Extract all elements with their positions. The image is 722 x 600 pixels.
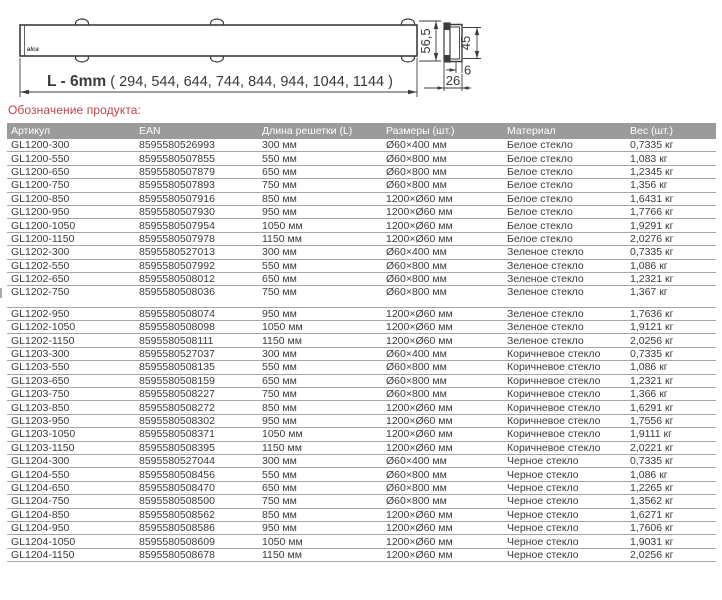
table-cell: 850 мм bbox=[262, 508, 297, 521]
table-cell: GL1202-300 bbox=[11, 246, 70, 259]
table-cell: Ø60×800 мм bbox=[386, 481, 447, 494]
table-row bbox=[7, 482, 716, 495]
table-cell: Зеленое стекло bbox=[507, 307, 584, 320]
table-cell: 1200×Ø60 мм bbox=[386, 232, 453, 245]
table-cell: GL1203-650 bbox=[11, 374, 70, 387]
table-cell: 1,2345 кг bbox=[630, 165, 674, 178]
table-cell: GL1200-950 bbox=[11, 206, 70, 219]
table-cell: GL1204-650 bbox=[11, 481, 70, 494]
table-cell: 8595580508272 bbox=[139, 401, 215, 414]
table-block-2 bbox=[7, 307, 716, 562]
table-cell: 2,0256 кг bbox=[630, 548, 674, 561]
table-cell: 300 мм bbox=[262, 139, 297, 152]
table-cell: 8595580507893 bbox=[139, 179, 215, 192]
table-cell: GL1202-1050 bbox=[11, 321, 76, 334]
table-cell: 8595580508586 bbox=[139, 522, 215, 535]
table-cell: GL1204-850 bbox=[11, 508, 70, 521]
table-cell: Ø60×800 мм bbox=[386, 165, 447, 178]
table-cell: 1200×Ø60 мм bbox=[386, 548, 453, 561]
table-cell: Коричневое стекло bbox=[507, 401, 601, 414]
table-cell: 1200×Ø60 мм bbox=[386, 321, 453, 334]
table-cell: 2,0221 кг bbox=[630, 441, 674, 454]
table-row bbox=[7, 428, 716, 441]
table-cell: GL1204-1150 bbox=[11, 548, 75, 561]
table-cell: GL1203-850 bbox=[11, 401, 70, 414]
table-cell: 8595580508500 bbox=[139, 495, 215, 508]
table-cell: Зеленое стекло bbox=[507, 321, 584, 334]
table-cell: 650 мм bbox=[262, 481, 297, 494]
table-row bbox=[7, 219, 716, 232]
table-cell: 1050 мм bbox=[262, 535, 303, 548]
table-cell: Коричневое стекло bbox=[507, 348, 601, 361]
table-cell: Ø60×800 мм bbox=[386, 286, 447, 299]
table-cell: GL1202-950 bbox=[11, 307, 70, 320]
outer-height-label: 56,5 bbox=[418, 28, 433, 54]
length-label-values: ( 294, 544, 644, 744, 844, 944, 1044, 1144 ) bbox=[106, 74, 393, 90]
table-cell: 1200×Ø60 мм bbox=[386, 535, 453, 548]
table-cell: Зеленое стекло bbox=[507, 286, 584, 299]
table-cell: 1200×Ø60 мм bbox=[386, 508, 453, 521]
table-row bbox=[7, 388, 716, 401]
product-designation-caption: Обозначение продукта: bbox=[8, 103, 141, 117]
table-cell: 1,086 кг bbox=[630, 259, 668, 272]
table-cell: Зеленое стекло bbox=[507, 246, 584, 259]
table-cell: 1150 мм bbox=[262, 441, 302, 454]
table-row bbox=[7, 468, 716, 481]
table-cell: 8595580527013 bbox=[139, 246, 215, 259]
table-cell: GL1203-1150 bbox=[11, 441, 75, 454]
table-cell: 8595580508302 bbox=[139, 415, 215, 427]
brand-mark: alca bbox=[27, 47, 39, 53]
table-cell: 1050 мм bbox=[262, 321, 303, 334]
table-cell: GL1202-750 bbox=[11, 286, 70, 299]
table-cell: Ø60×800 мм bbox=[386, 374, 447, 387]
table-row bbox=[7, 286, 716, 298]
table-cell: GL1204-950 bbox=[11, 522, 70, 535]
table-cell: GL1202-550 bbox=[11, 259, 70, 272]
table-cell: 8595580508227 bbox=[139, 388, 215, 401]
table-cell: 8595580508074 bbox=[139, 307, 215, 320]
table-cell: Коричневое стекло bbox=[507, 388, 601, 401]
table-cell: 1200×Ø60 мм bbox=[386, 206, 453, 219]
table-cell: Зеленое стекло bbox=[507, 259, 584, 272]
table-row bbox=[7, 193, 716, 206]
table-cell: GL1200-750 bbox=[11, 179, 70, 192]
table-cell: 8595580508395 bbox=[139, 441, 215, 454]
table-cell: 300 мм bbox=[262, 246, 297, 259]
table-cell: 8595580527044 bbox=[139, 455, 215, 468]
table-cell: Черное стекло bbox=[507, 548, 579, 561]
table-cell: 8595580508098 bbox=[139, 321, 215, 334]
table-cell: 8595580508012 bbox=[139, 273, 215, 286]
table-cell: 750 мм bbox=[262, 495, 297, 508]
table-cell: 1,3562 кг bbox=[630, 495, 674, 508]
scan-artifact bbox=[0, 288, 2, 298]
length-label-bold: L - 6mm bbox=[47, 73, 107, 90]
table-row bbox=[7, 139, 716, 152]
table-cell: Зеленое стекло bbox=[507, 334, 584, 347]
table-row bbox=[7, 401, 716, 414]
table-row bbox=[7, 334, 716, 347]
table-cell: 0,7335 кг bbox=[630, 139, 674, 152]
table-cell: Черное стекло bbox=[507, 522, 579, 535]
table-cell: Белое стекло bbox=[507, 219, 573, 232]
table-cell: Белое стекло bbox=[507, 165, 573, 178]
page-break-gap bbox=[7, 299, 716, 307]
table-cell: 1,7556 кг bbox=[630, 415, 674, 427]
table-cell: 1,356 кг bbox=[630, 179, 668, 192]
table-row bbox=[7, 415, 716, 428]
table-cell: Ø60×800 мм bbox=[386, 259, 447, 272]
table-cell: 950 мм bbox=[262, 307, 297, 320]
column-header: EAN bbox=[139, 125, 161, 137]
table-cell: 650 мм bbox=[262, 165, 297, 178]
table-cell: GL1204-750 bbox=[11, 495, 70, 508]
table-cell: Коричневое стекло bbox=[507, 428, 601, 441]
table-cell: Белое стекло bbox=[507, 206, 573, 219]
table-row bbox=[7, 260, 716, 273]
product-table bbox=[7, 123, 716, 562]
table-cell: 0,7335 кг bbox=[630, 455, 674, 468]
table-cell: 1200×Ø60 мм bbox=[386, 401, 453, 414]
table-cell: 8595580507992 bbox=[139, 259, 215, 272]
table-cell: GL1200-1150 bbox=[11, 232, 75, 245]
table-cell: Черное стекло bbox=[507, 495, 579, 508]
table-cell: GL1200-550 bbox=[11, 152, 70, 165]
table-cell: 1200×Ø60 мм bbox=[386, 192, 453, 205]
table-cell: Черное стекло bbox=[507, 535, 579, 548]
table-cell: 650 мм bbox=[262, 374, 297, 387]
table-cell: Ø60×400 мм bbox=[386, 348, 447, 361]
column-header: Материал bbox=[507, 125, 556, 137]
table-cell: 300 мм bbox=[262, 348, 297, 361]
table-cell: 0,7335 кг bbox=[630, 348, 674, 361]
table-cell: Белое стекло bbox=[507, 179, 573, 192]
table-cell: 1200×Ø60 мм bbox=[386, 219, 453, 232]
table-cell: GL1202-650 bbox=[11, 273, 70, 286]
table-cell: Ø60×800 мм bbox=[386, 361, 447, 374]
table-cell: Ø60×400 мм bbox=[386, 455, 447, 468]
table-cell: 1150 мм bbox=[262, 232, 302, 245]
table-cell: 8595580507954 bbox=[139, 219, 215, 232]
table-cell: GL1203-550 bbox=[11, 361, 70, 374]
table-cell: 550 мм bbox=[262, 152, 297, 165]
table-cell: Черное стекло bbox=[507, 468, 579, 481]
table-cell: Ø60×800 мм bbox=[386, 179, 447, 192]
table-cell: 2,0276 кг bbox=[630, 232, 674, 245]
table-row bbox=[7, 179, 716, 192]
column-header: Длина решетки (L) bbox=[262, 125, 353, 137]
table-cell: 2,0256 кг bbox=[630, 334, 674, 347]
table-cell: 8595580508036 bbox=[139, 286, 215, 299]
table-cell: 850 мм bbox=[262, 401, 297, 414]
table-cell: Коричневое стекло bbox=[507, 415, 601, 427]
table-cell: Коричневое стекло bbox=[507, 441, 601, 454]
table-cell: GL1202-1150 bbox=[11, 334, 75, 347]
table-cell: 750 мм bbox=[262, 179, 297, 192]
table-row bbox=[7, 361, 716, 374]
table-row bbox=[7, 321, 716, 334]
table-cell: 8595580507930 bbox=[139, 206, 215, 219]
table-cell: 1,9031 кг bbox=[630, 535, 674, 548]
table-cell: GL1204-550 bbox=[11, 468, 70, 481]
table-cell: 8595580508678 bbox=[139, 548, 215, 561]
table-row bbox=[7, 495, 716, 508]
table-cell: 1,086 кг bbox=[630, 468, 668, 481]
lip-dimension bbox=[446, 62, 462, 73]
table-cell: GL1200-300 bbox=[11, 139, 70, 152]
table-cell: 8595580507916 bbox=[139, 192, 215, 205]
table-row bbox=[7, 273, 716, 286]
table-cell: 1,2321 кг bbox=[630, 273, 674, 286]
table-cell: 0,7335 кг bbox=[630, 246, 674, 259]
table-cell: 8595580508135 bbox=[139, 361, 215, 374]
table-cell: 1,6271 кг bbox=[630, 508, 674, 521]
table-cell: GL1203-750 bbox=[11, 388, 70, 401]
table-cell: 1,367 кг bbox=[630, 286, 668, 299]
table-cell: GL1200-650 bbox=[11, 165, 70, 178]
table-cell: GL1203-300 bbox=[11, 348, 70, 361]
table-cell: Черное стекло bbox=[507, 455, 579, 468]
table-cell: 8595580507879 bbox=[139, 165, 215, 178]
table-block-1 bbox=[7, 139, 716, 299]
table-row bbox=[7, 375, 716, 388]
table-cell: Зеленое стекло bbox=[507, 273, 584, 286]
table-cell: 850 мм bbox=[262, 192, 297, 205]
table-cell: 8595580527037 bbox=[139, 348, 215, 361]
inner-height-label: 45 bbox=[458, 35, 473, 51]
table-cell: Белое стекло bbox=[507, 232, 573, 245]
table-row bbox=[7, 509, 716, 522]
table-cell: Белое стекло bbox=[507, 152, 573, 165]
table-cell: 8595580508371 bbox=[139, 428, 215, 441]
table-cell: 1,366 кг bbox=[630, 388, 668, 401]
table-cell: 550 мм bbox=[262, 259, 297, 272]
table-row bbox=[7, 166, 716, 179]
table-header-row bbox=[7, 123, 716, 139]
table-cell: 1200×Ø60 мм bbox=[386, 441, 453, 454]
table-cell: 1200×Ø60 мм bbox=[386, 334, 453, 347]
table-row bbox=[7, 455, 716, 468]
table-cell: GL1204-1050 bbox=[11, 535, 76, 548]
table-cell: 8595580508456 bbox=[139, 468, 215, 481]
table-cell: 1150 мм bbox=[262, 334, 302, 347]
table-cell: 950 мм bbox=[262, 522, 297, 535]
table-row bbox=[7, 549, 716, 562]
table-cell: Черное стекло bbox=[507, 508, 579, 521]
table-cell: Белое стекло bbox=[507, 139, 573, 152]
table-cell: 8595580507855 bbox=[139, 152, 215, 165]
table-cell: 1200×Ø60 мм bbox=[386, 307, 453, 320]
table-cell: Ø60×800 мм bbox=[386, 152, 447, 165]
table-cell: 1,9121 кг bbox=[630, 321, 674, 334]
table-cell: 1150 мм bbox=[262, 548, 302, 561]
table-cell: 650 мм bbox=[262, 273, 297, 286]
table-cell: Ø60×800 мм bbox=[386, 388, 447, 401]
table-cell: GL1203-950 bbox=[11, 415, 70, 427]
table-cell: Белое стекло bbox=[507, 192, 573, 205]
column-header: Артикул bbox=[11, 125, 51, 137]
table-cell: Коричневое стекло bbox=[507, 374, 601, 387]
table-cell: 1200×Ø60 мм bbox=[386, 428, 453, 441]
table-cell: GL1200-1050 bbox=[11, 219, 76, 232]
table-cell: GL1203-1050 bbox=[11, 428, 76, 441]
table-cell: 1,083 кг bbox=[630, 152, 668, 165]
table-cell: 1,7606 кг bbox=[630, 522, 674, 535]
table-row bbox=[7, 535, 716, 548]
table-cell: 1,2321 кг bbox=[630, 374, 674, 387]
table-cell: Ø60×800 мм bbox=[386, 495, 447, 508]
table-cell: 8595580508470 bbox=[139, 481, 215, 494]
table-row bbox=[7, 348, 716, 361]
table-cell: 1200×Ø60 мм bbox=[386, 415, 453, 427]
table-cell: 1050 мм bbox=[262, 428, 303, 441]
table-cell: Ø60×800 мм bbox=[386, 468, 447, 481]
table-cell: Ø60×400 мм bbox=[386, 139, 447, 152]
table-cell: 550 мм bbox=[262, 361, 297, 374]
table-cell: 950 мм bbox=[262, 415, 297, 427]
table-cell: 1,6431 кг bbox=[630, 192, 674, 205]
table-cell: 8595580508609 bbox=[139, 535, 215, 548]
table-cell: 750 мм bbox=[262, 388, 297, 401]
table-row bbox=[7, 152, 716, 165]
technical-drawing bbox=[0, 0, 722, 104]
table-cell: 300 мм bbox=[262, 455, 297, 468]
table-cell: Ø60×800 мм bbox=[386, 273, 447, 286]
table-row bbox=[7, 442, 716, 455]
table-cell: 1200×Ø60 мм bbox=[386, 522, 453, 535]
table-cell: 8595580507978 bbox=[139, 232, 215, 245]
table-cell: 750 мм bbox=[262, 286, 297, 299]
table-cell: 1,7766 кг bbox=[630, 206, 674, 219]
lip-label: 6 bbox=[464, 62, 472, 78]
length-label bbox=[47, 73, 393, 90]
table-cell: Черное стекло bbox=[507, 481, 579, 494]
width-label: 26 bbox=[445, 73, 461, 88]
table-cell: GL1200-850 bbox=[11, 192, 70, 205]
table-cell: Ø60×400 мм bbox=[386, 246, 447, 259]
table-row bbox=[7, 522, 716, 535]
table-cell: 1,086 кг bbox=[630, 361, 668, 374]
table-cell: GL1204-300 bbox=[11, 455, 70, 468]
table-row bbox=[7, 233, 716, 246]
table-cell: 550 мм bbox=[262, 468, 297, 481]
table-cell: 8595580508159 bbox=[139, 374, 215, 387]
table-row bbox=[7, 206, 716, 219]
table-cell: 8595580508111 bbox=[139, 334, 214, 347]
table-cell: 1,9111 кг bbox=[630, 428, 672, 441]
column-header: Вес (шт.) bbox=[630, 125, 673, 137]
table-cell: 1,7636 кг bbox=[630, 307, 674, 320]
column-header: Размеры (шт.) bbox=[386, 125, 455, 137]
table-row bbox=[7, 308, 716, 321]
table-cell: 1050 мм bbox=[262, 219, 303, 232]
table-row bbox=[7, 246, 716, 259]
table-cell: 950 мм bbox=[262, 206, 297, 219]
table-cell: 1,6291 кг bbox=[630, 401, 674, 414]
table-cell: 8595580526993 bbox=[139, 139, 215, 152]
table-cell: Коричневое стекло bbox=[507, 361, 601, 374]
table-cell: 1,2265 кг bbox=[630, 481, 674, 494]
table-cell: 8595580508562 bbox=[139, 508, 215, 521]
table-cell: 1,9291 кг bbox=[630, 219, 674, 232]
grate-body bbox=[20, 25, 417, 56]
